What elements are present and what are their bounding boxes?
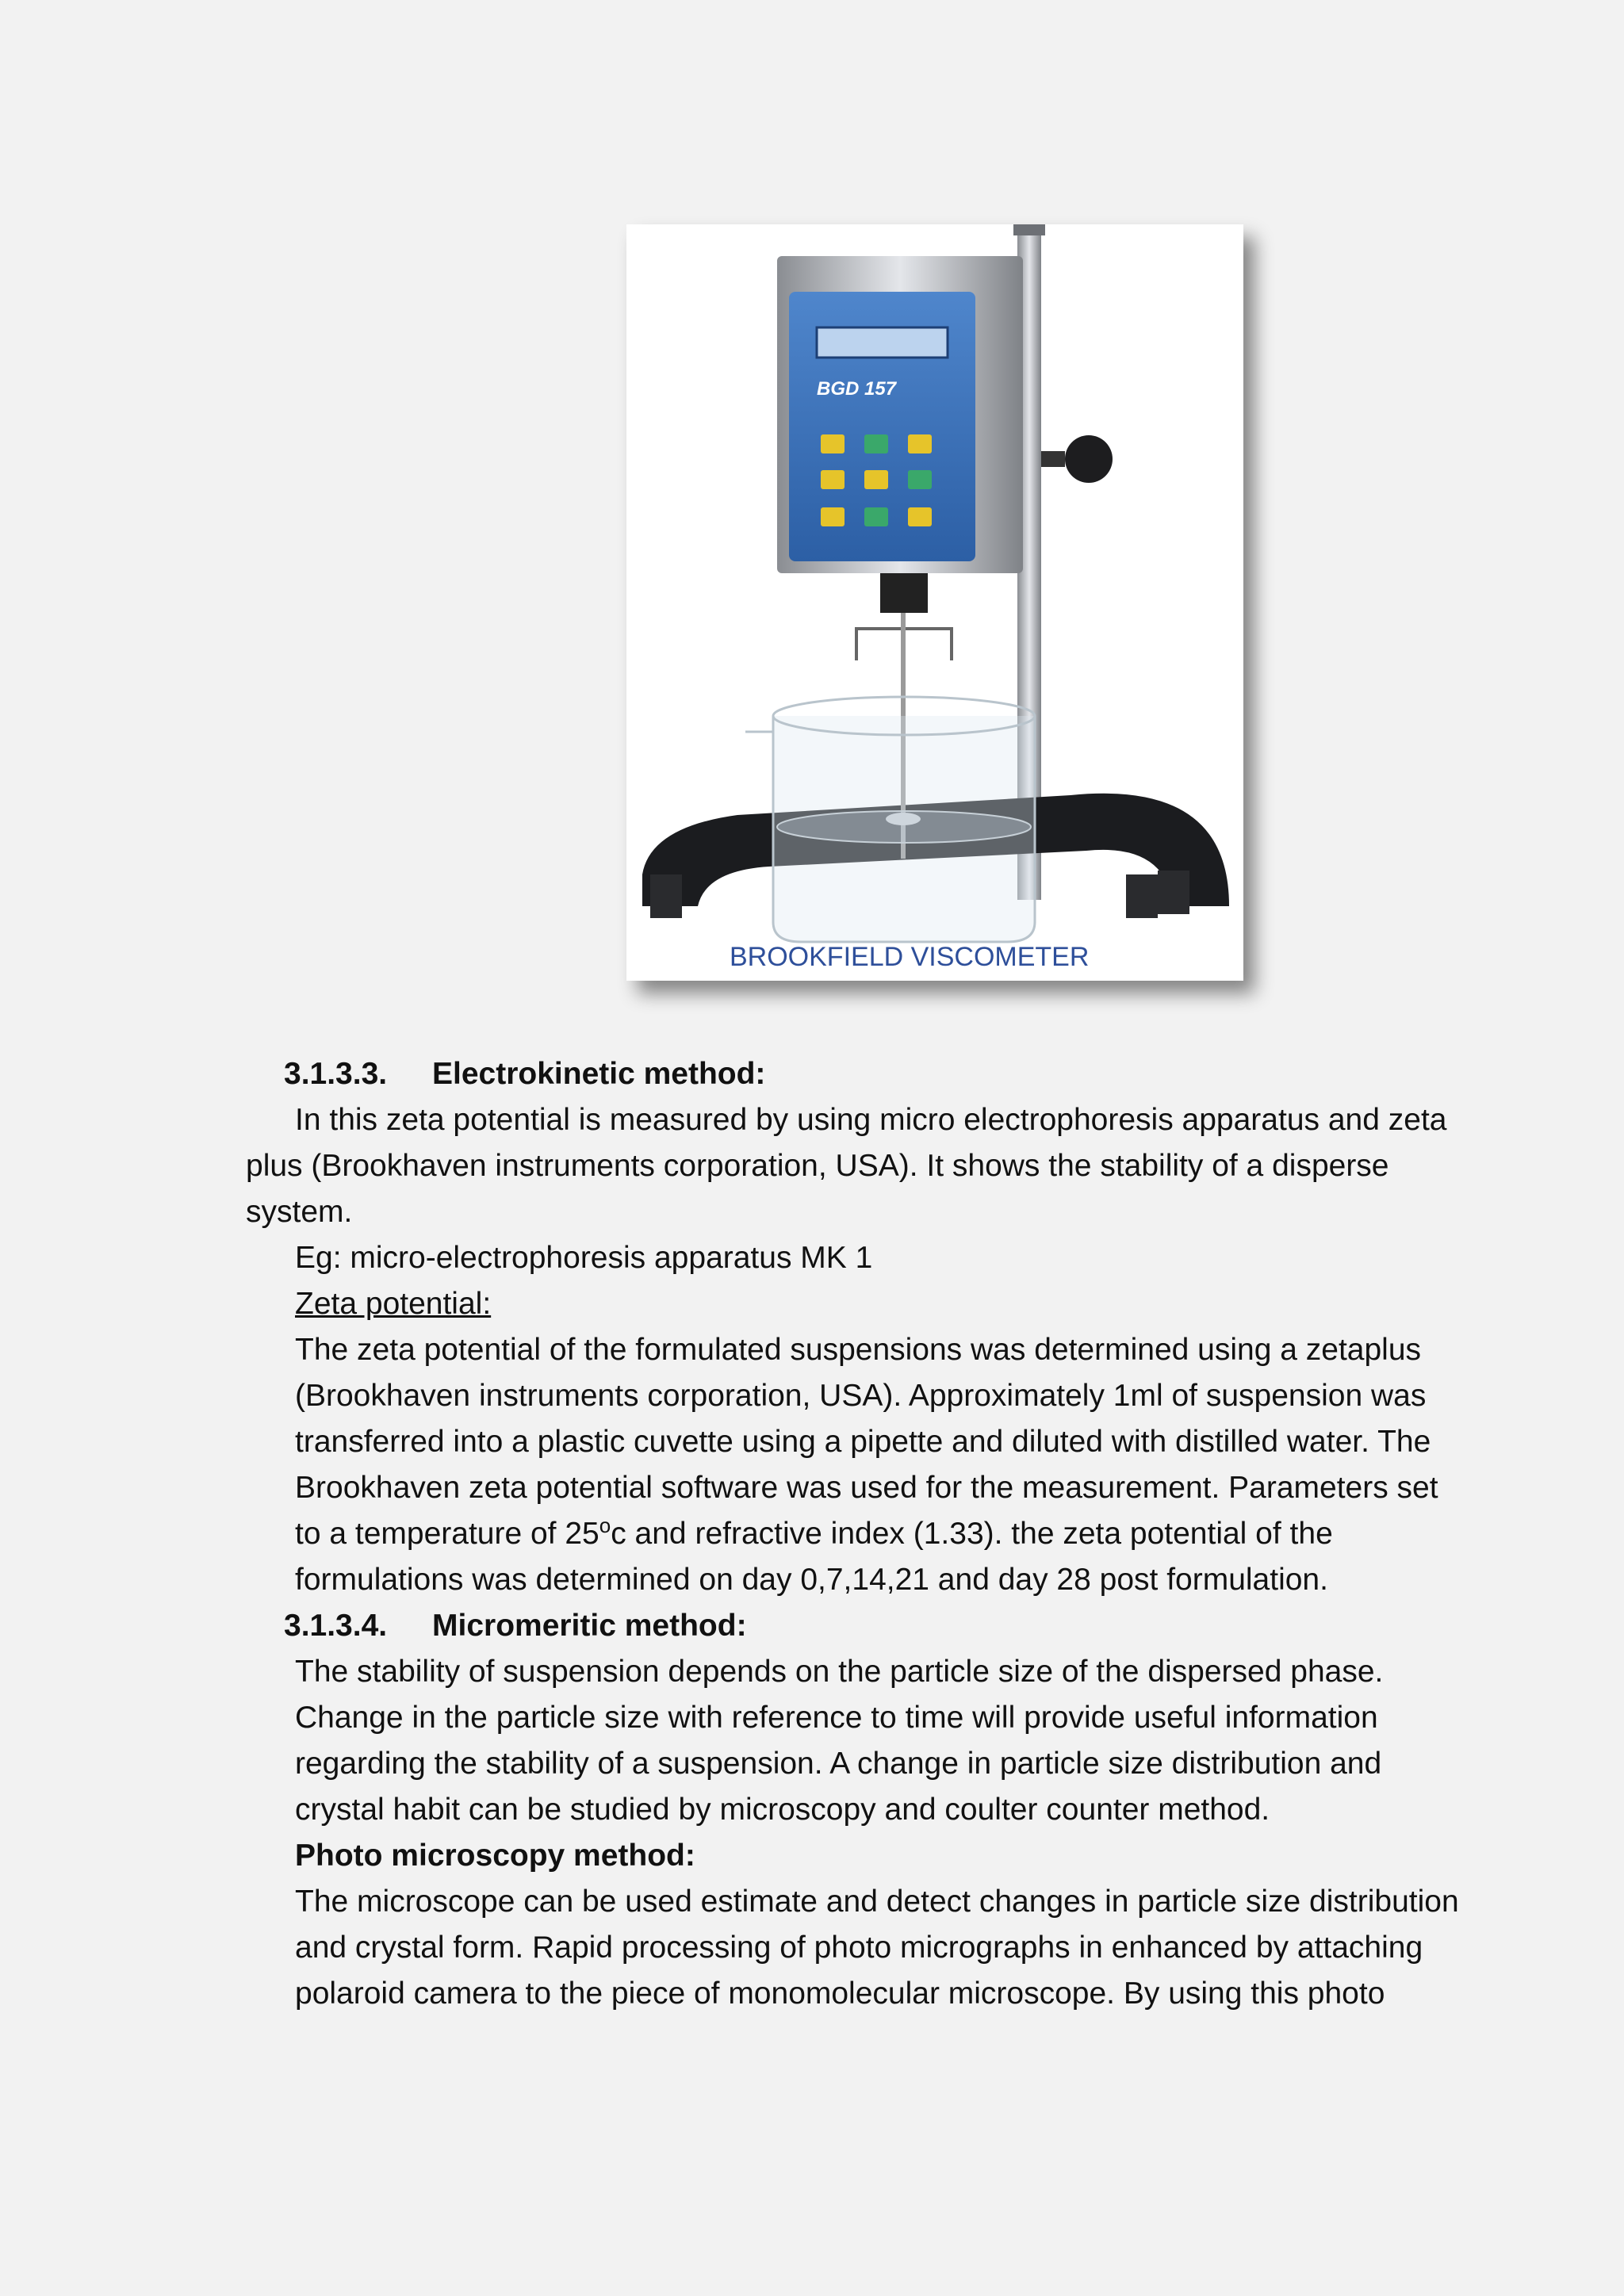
section-number-3134: 3.1.3.4.: [284, 1609, 388, 1643]
model-label: BGD 157: [817, 378, 897, 400]
section-title-3133: Electrokinetic method:: [432, 1057, 766, 1091]
degree-superscript: o: [599, 1513, 611, 1537]
paragraph-line: formulations was determined on day 0,7,14,21 and day 28 post formulation.: [295, 1563, 1328, 1597]
temp-text-after: c and refractive index (1.33). the zeta potential of the: [611, 1517, 1333, 1551]
paragraph-line: The stability of suspension depends on the particle size of the dispersed phase.: [295, 1655, 1384, 1689]
example-line: Eg: micro-electrophoresis apparatus MK 1: [295, 1241, 873, 1275]
section-number-3133: 3.1.3.3.: [284, 1057, 388, 1091]
paragraph-line: In this zeta potential is measured by using micro electrophoresis apparatus and zeta: [295, 1103, 1447, 1137]
paragraph-line: system.: [246, 1195, 353, 1229]
section-title-3134: Micromeritic method:: [432, 1609, 747, 1643]
paragraph-line: and crystal form. Rapid processing of photo micrographs in enhanced by attaching: [295, 1931, 1423, 1965]
paragraph-line-temperature: [295, 1511, 1333, 1557]
paragraph-line: polaroid camera to the piece of monomolecular microscope. By using this photo: [295, 1976, 1385, 2011]
subheading-zeta-potential: Zeta potential:: [295, 1287, 492, 1321]
paragraph-line: crystal habit can be studied by microscopy and coulter counter method.: [295, 1793, 1270, 1827]
paragraph-line: transferred into a plastic cuvette using a pipette and diluted with distilled water. The: [295, 1425, 1431, 1459]
temp-text-before: to a temperature of 25: [295, 1517, 599, 1551]
subheading-photo-microscopy: Photo microscopy method:: [295, 1839, 695, 1873]
figure-caption: BROOKFIELD VISCOMETER: [730, 942, 1090, 972]
paragraph-line: plus (Brookhaven instruments corporation, USA). It shows the stability of a disperse: [246, 1149, 1389, 1183]
paragraph-line: The microscope can be used estimate and detect changes in particle size distribution: [295, 1885, 1459, 1919]
paragraph-line: Brookhaven zeta potential software was used for the measurement. Parameters set: [295, 1471, 1438, 1505]
viscometer-photo: [626, 224, 1243, 981]
paragraph-line: (Brookhaven instruments corporation, USA). Approximately 1ml of suspension was: [295, 1379, 1427, 1413]
paragraph-line: Change in the particle size with reference to time will provide useful information: [295, 1701, 1378, 1735]
paragraph-line: regarding the stability of a suspension. A change in particle size distribution and: [295, 1747, 1382, 1781]
paragraph-line: The zeta potential of the formulated suspensions was determined using a zetaplus: [295, 1333, 1422, 1367]
